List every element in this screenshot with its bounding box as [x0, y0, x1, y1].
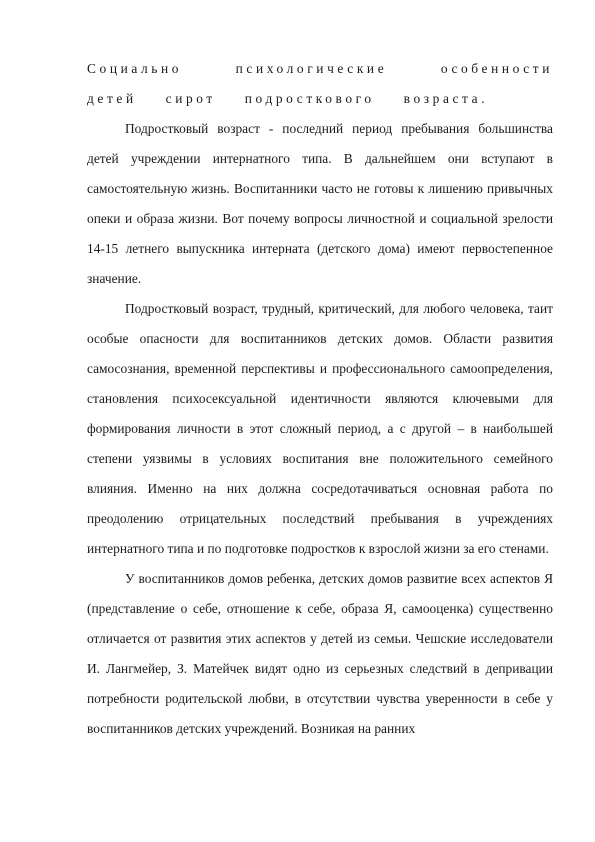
paragraph-2: Подростковый возраст, трудный, критический, для любого человека, таит особые опасности для воспитанников детских домов. Области развития самосознания, временной перспективы и профессионального самоопределения, становления психосексуальной идентичности являются ключевыми для формирования личности в этот сложный период, а с другой – в наибольшей степени уязвимы в условиях воспитания вне положительного семейного влияния. Именно на них должна сосредотачиваться основная работа по преодолению отрицательных последствий пребывания в учреждениях интернатного типа и по подготовке подростков к взрослой жизни за его стенами.: [87, 301, 553, 556]
paragraph-1: Подростковый возраст - последний период пребывания большинства детей учреждении интернатного типа. В дальнейшем они вступают в самостоятельную жизнь. Воспитанники часто не готовы к лишению привычных опеки и образа жизни. Вот почему вопросы личностной и социальной зрелости 14-15 летнего выпускника интерната (детского дома) имеют первостепенное значение.: [87, 121, 553, 286]
document-title: Социально психологические особенности детей сирот подросткового возраста.: [87, 61, 553, 106]
document-body: [87, 54, 553, 744]
paragraph-3: У воспитанников домов ребенка, детских домов развитие всех аспектов Я (представление о себе, отношение к себе, образа Я, самооценка) существенно отличается от развития этих аспектов у детей из семьи. Чешские исследователи И. Лангмейер, З. Матейчек видят одно из серьезных следствий в депривации потребности родительской любви, в отсутствии чувства уверенности в себе у воспитанников детских учреждений. Возникая на ранних: [87, 571, 553, 736]
